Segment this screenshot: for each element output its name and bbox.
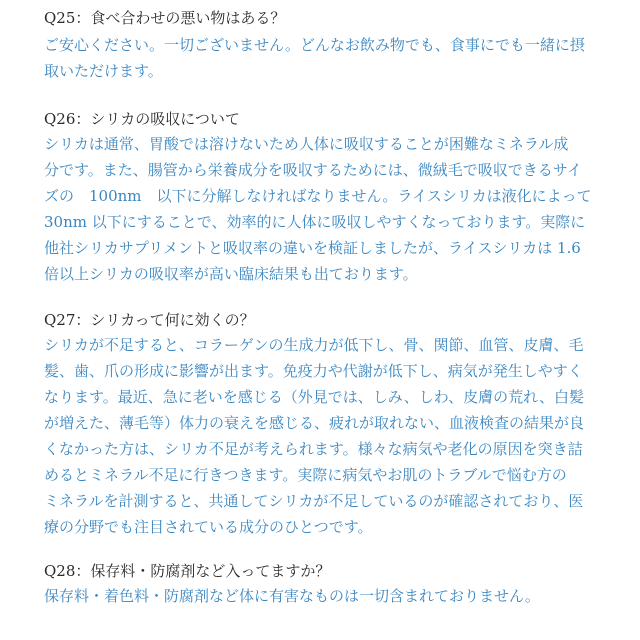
faq-answer-27-line: なります。最近、急に老いを感じる（外見では、しみ、しわ、皮膚の荒れ、白髪 xyxy=(44,388,585,406)
faq-answer-27-line: めるとミネラル不足に行きつきます。実際に病気やお肌のトラブルで悩む方の xyxy=(44,466,567,484)
faq-question-26: Q26：シリカの吸収について xyxy=(44,110,240,128)
faq-question-28: Q28：保存料・防腐剤など入ってますか？ xyxy=(44,562,331,580)
faq-question-27: Q27：シリカって何に効くの？ xyxy=(44,311,255,329)
faq-question-25: Q25：食べ合わせの悪い物はある？ xyxy=(44,9,286,27)
faq-answer-26-line: 他社シリカサプリメントと吸収率の違いを検証しましたが、ライスシリカは 1.6 xyxy=(44,239,581,257)
faq-answer-26-line: 分です。また、腸管から栄養成分を吸収するためには、微絨毛で吸収できるサイ xyxy=(44,161,582,179)
faq-answer-26-line: 倍以上シリカの吸収率が高い臨床結果も出ております。 xyxy=(44,265,418,283)
faq-answer-27-line: シリカが不足すると、コラーゲンの生成力が低下し、骨、関節、血管、皮膚、毛 xyxy=(44,336,584,354)
faq-answer-28 xyxy=(44,583,596,609)
faq-answer-26 xyxy=(44,131,596,287)
faq-answer-27-line: 髪、歯、爪の形成に影響が出ます。免疫力や代謝が低下し、病気が発生しやすく xyxy=(44,362,583,380)
faq-answer-26-line: 30nm 以下にすることで、効率的に人体に吸収しやすくなっております。実際に xyxy=(44,213,586,231)
faq-answer-25 xyxy=(44,32,596,84)
faq-answer-27-line: が増えた、薄毛等）体力の衰えを感じる、疲れが取れない、血液検査の結果が良 xyxy=(44,414,585,432)
faq-answer-27-line: ミネラルを計測すると、共通してシリカが不足しているのが確認されており、医 xyxy=(44,492,584,510)
faq-answer-25-line: ご安心ください。一切ございません。どんなお飲み物でも、食事にでも一緒に摂 xyxy=(44,36,585,54)
faq-answer-27-line: 療の分野でも注目されている成分のひとつです。 xyxy=(44,518,373,536)
faq-answer-27 xyxy=(44,332,596,540)
faq-answer-28-line: 保存料・着色料・防腐剤など体に有害なものは一切含まれておりません。 xyxy=(44,587,540,605)
faq-answer-27-line: くなかった方は、シリカ不足が考えられます。様々な病気や老化の原因を突き詰 xyxy=(44,440,583,458)
faq-answer-25-line: 取いただけます。 xyxy=(44,62,163,80)
faq-answer-26-line: ズの 100nm 以下に分解しなければなりません。ライスシリカは液化によって xyxy=(44,187,592,205)
faq-answer-26-line: シリカは通常、胃酸では溶けないため人体に吸収することが困難なミネラル成 xyxy=(44,135,569,153)
